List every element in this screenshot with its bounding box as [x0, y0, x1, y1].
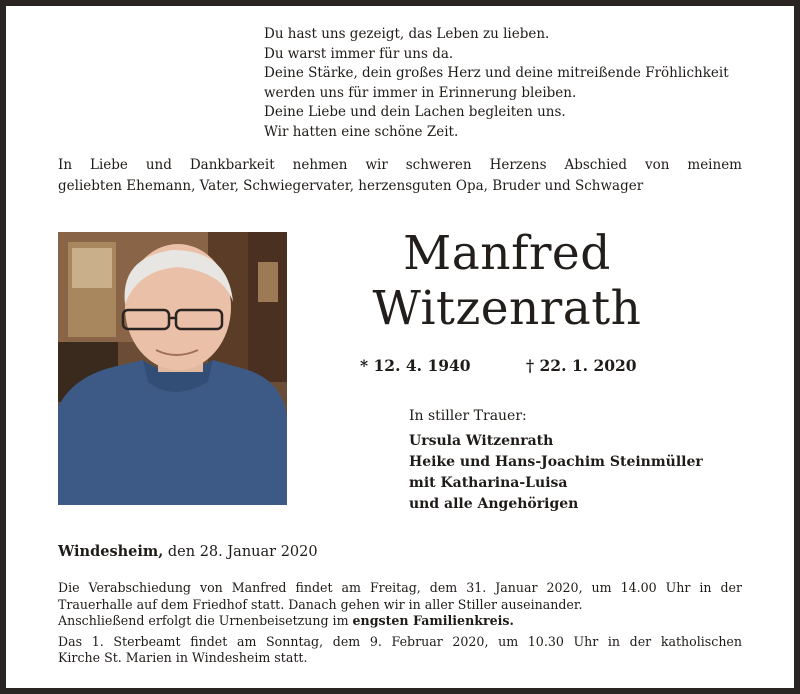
last-name: Witzenrath	[372, 281, 642, 336]
death-date: † 22. 1. 2020	[526, 356, 637, 375]
place: Windesheim,	[58, 543, 164, 560]
service-info	[58, 580, 742, 667]
deceased-name	[352, 226, 662, 336]
info-line: Trauerhalle auf dem Friedhof statt. Danach gehen wir in aller Stiller auseinander.	[58, 596, 583, 612]
mourners-list	[409, 431, 703, 515]
intro-line: geliebten Ehemann, Vater, Schwiegervater, herzensguten Opa, Bruder und Schwager	[58, 177, 644, 194]
portrait-photo	[58, 232, 287, 505]
first-name: Manfred	[403, 226, 611, 281]
info-text: Anschließend erfolgt die Urnenbeisetzung im	[58, 613, 353, 628]
mourning-intro: In stiller Trauer:	[409, 408, 527, 424]
info-line: Kirche St. Marien in Windesheim statt.	[58, 650, 308, 665]
birth-date: * 12. 4. 1940	[360, 356, 471, 375]
poem-line: Deine Stärke, dein großes Herz und deine mitreißende Fröhlichkeit	[264, 65, 729, 81]
poem-line: Du hast uns gezeigt, das Leben zu lieben.	[264, 26, 550, 42]
intro-line: In Liebe und Dankbarkeit nehmen wir schweren Herzens Abschied von meinem	[58, 157, 742, 173]
place-and-date	[58, 543, 318, 560]
mourner-line: und alle Angehörigen	[409, 496, 579, 512]
info-line	[58, 613, 742, 630]
mourner-line: mit Katharina-Luisa	[409, 475, 568, 491]
poem-line: Deine Liebe und dein Lachen begleiten uns.	[264, 104, 566, 120]
poem-line: werden uns für immer in Erinnerung bleiben.	[264, 84, 577, 101]
info-line: Das 1. Sterbeamt findet am Sonntag, dem 9. Februar 2020, um 10.30 Uhr in der katholischen	[58, 633, 742, 649]
mourner-line: Ursula Witzenrath	[409, 433, 554, 449]
poem-line: Du warst immer für uns da.	[264, 45, 454, 62]
poem	[264, 25, 729, 142]
info-line: Die Verabschiedung von Manfred findet am Freitag, dem 31. Januar 2020, um 14.00 Uhr in der	[58, 580, 742, 595]
farewell-intro	[58, 155, 742, 196]
notice-date: den 28. Januar 2020	[163, 544, 318, 560]
info-emphasis: engsten Familienkreis.	[352, 613, 514, 628]
poem-line: Wir hatten eine schöne Zeit.	[264, 123, 459, 140]
mourner-line: Heike und Hans-Joachim Steinmüller	[409, 454, 703, 470]
